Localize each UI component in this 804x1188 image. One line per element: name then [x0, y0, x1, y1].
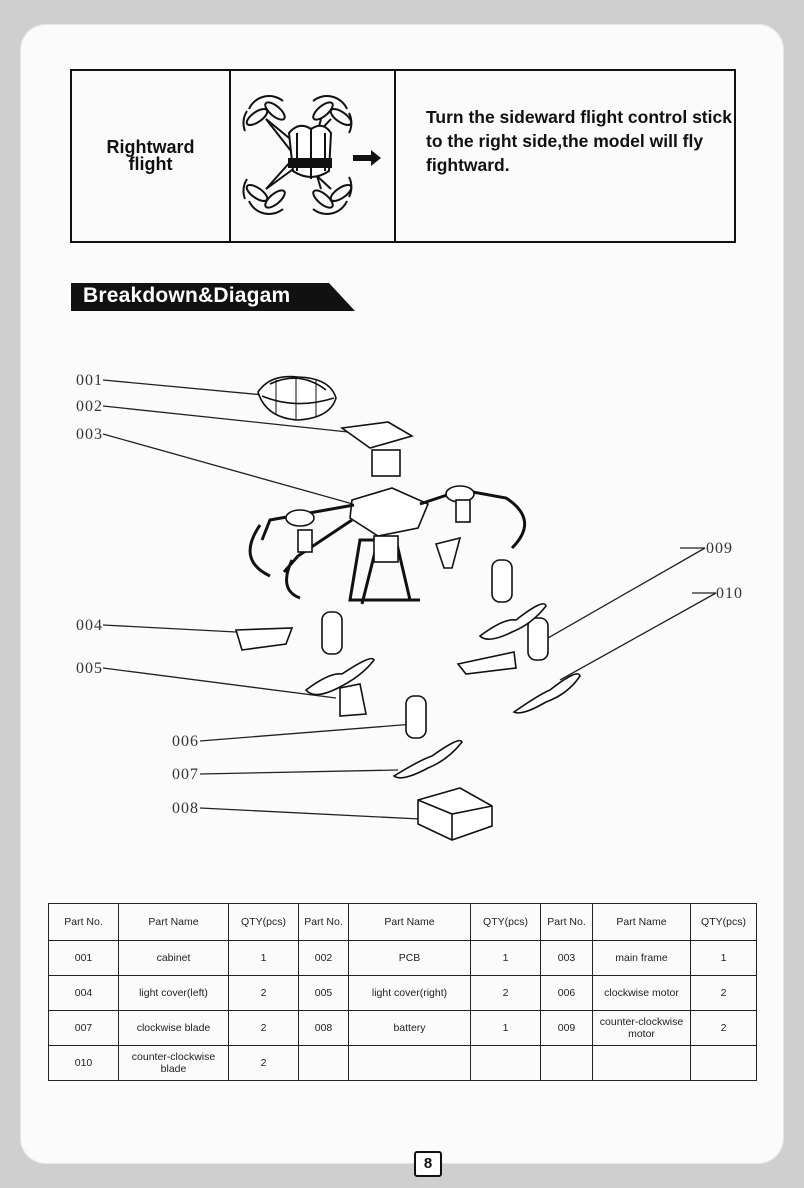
part-name-cell: main frame — [593, 941, 691, 976]
part-no-cell: 009 — [541, 1011, 593, 1046]
part-name-cell: clockwise blade — [119, 1011, 229, 1046]
table-row — [49, 1011, 757, 1046]
right-arrow-icon — [353, 150, 381, 166]
table-row — [49, 941, 757, 976]
qty-cell: 1 — [229, 941, 299, 976]
drone-illustration-cell — [231, 71, 396, 241]
flight-mode-name — [72, 71, 231, 241]
qty-cell: 2 — [691, 976, 757, 1011]
qty-cell: 2 — [229, 1046, 299, 1081]
part-no-cell: 002 — [299, 941, 349, 976]
qty-cell — [691, 1046, 757, 1081]
callout-002: 002 — [76, 398, 103, 415]
header-cell: QTY(pcs) — [229, 904, 299, 941]
drone-top-view-icon — [231, 71, 392, 241]
flight-instruction-table — [70, 69, 736, 243]
callout-003: 003 — [76, 426, 103, 443]
header-cell: QTY(pcs) — [691, 904, 757, 941]
part-name-cell: counter-clockwise motor — [593, 1011, 691, 1046]
header-cell: QTY(pcs) — [471, 904, 541, 941]
flight-mode-label: Rightward flight — [106, 137, 195, 174]
callout-004: 004 — [76, 617, 103, 634]
part-name-cell — [593, 1046, 691, 1081]
part-name-cell: light cover(left) — [119, 976, 229, 1011]
qty-cell: 2 — [229, 1011, 299, 1046]
qty-cell: 2 — [471, 976, 541, 1011]
callout-010: 010 — [716, 585, 743, 602]
part-no-cell: 004 — [49, 976, 119, 1011]
header-cell: Part No. — [299, 904, 349, 941]
callout-009: 009 — [706, 540, 733, 557]
page-number: 8 — [414, 1151, 442, 1177]
qty-cell: 1 — [471, 1011, 541, 1046]
part-no-cell: 008 — [299, 1011, 349, 1046]
part-no-cell: 007 — [49, 1011, 119, 1046]
part-no-cell — [299, 1046, 349, 1081]
header-cell: Part No. — [49, 904, 119, 941]
callout-007: 007 — [172, 766, 199, 783]
callout-001: 001 — [76, 372, 103, 389]
part-no-cell — [541, 1046, 593, 1081]
qty-cell: 2 — [691, 1011, 757, 1046]
qty-cell: 1 — [471, 941, 541, 976]
parts-table-header — [49, 904, 757, 941]
header-cell: Part Name — [119, 904, 229, 941]
callout-006: 006 — [172, 733, 199, 750]
qty-cell — [471, 1046, 541, 1081]
callout-005: 005 — [76, 660, 103, 677]
part-no-cell: 006 — [541, 976, 593, 1011]
section-header — [71, 283, 361, 313]
part-name-cell: battery — [349, 1011, 471, 1046]
part-no-cell: 005 — [299, 976, 349, 1011]
flight-description: Turn the sideward flight control stick to the right side,the model will fly fightward. — [426, 107, 732, 175]
part-no-cell: 001 — [49, 941, 119, 976]
part-name-cell: clockwise motor — [593, 976, 691, 1011]
header-cell: Part Name — [349, 904, 471, 941]
part-name-cell: counter-clockwise blade — [119, 1046, 229, 1081]
header-cell: Part No. — [541, 904, 593, 941]
part-name-cell — [349, 1046, 471, 1081]
part-name-cell: PCB — [349, 941, 471, 976]
part-no-cell: 003 — [541, 941, 593, 976]
qty-cell: 2 — [229, 976, 299, 1011]
table-row — [49, 976, 757, 1011]
part-name-cell: cabinet — [119, 941, 229, 976]
callout-008: 008 — [172, 800, 199, 817]
part-no-cell: 010 — [49, 1046, 119, 1081]
header-cell: Part Name — [593, 904, 691, 941]
part-name-cell: light cover(right) — [349, 976, 471, 1011]
parts-table — [48, 903, 757, 1081]
section-title: Breakdown&Diagam — [83, 284, 291, 307]
qty-cell: 1 — [691, 941, 757, 976]
table-row — [49, 1046, 757, 1081]
